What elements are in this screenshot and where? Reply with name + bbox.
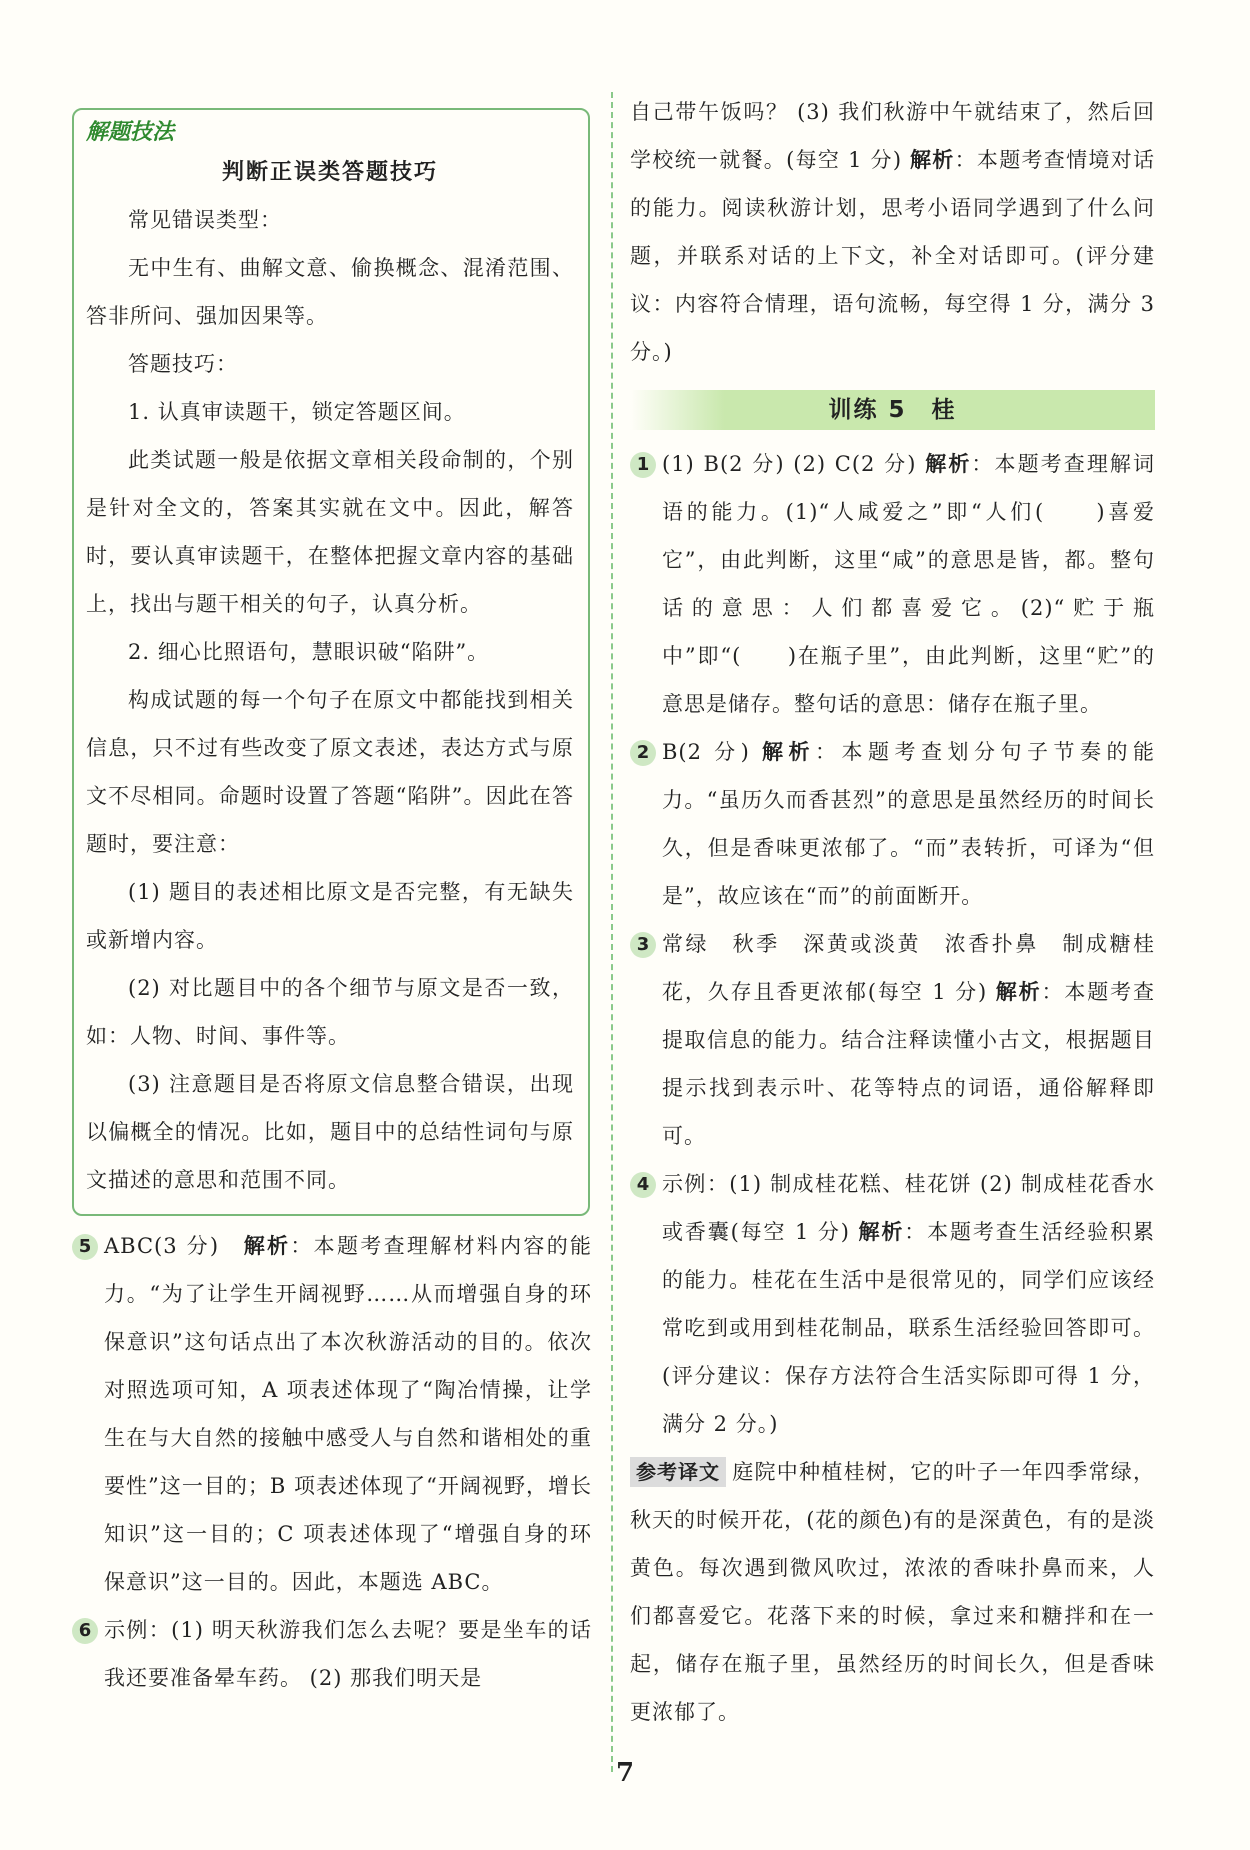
- continued-answer: [630, 88, 1155, 376]
- question-number-badge: 4: [630, 1172, 656, 1198]
- reference-text: 庭院中种植桂树，它的叶子一年四季常绿，秋天的时候开花，(花的颜色)有的是深黄色，有的是淡黄色。每次遇到微风吹过，浓浓的香味扑鼻而来，人们都喜爱它。花落下来的时候，拿过来和糖拌和在一起，储存在瓶子里，虽然经历的时间长久，但是香味更浓郁了。: [630, 1460, 1155, 1724]
- tips-paragraph: 答题技巧：: [128, 352, 238, 376]
- question-number-badge: 3: [630, 932, 656, 958]
- answer-text: B(2 分): [662, 740, 763, 764]
- column-divider: [611, 92, 613, 1772]
- analysis-text: ：本题考查理解词语的能力。(1)“人咸爱之”即“人们( )喜爱它”，由此判断，这里“咸”的意思是皆，都。整句话的意思：人们都喜爱它。(2)“贮于瓶中”即“( )在瓶子里”，由此判断，这里“贮”的意思是储存。整句话的意思：储存在瓶子里。: [662, 452, 1156, 716]
- reference-tag: 参考译文: [630, 1457, 726, 1487]
- question-5: [72, 1222, 592, 1606]
- tips-paragraph: 1. 认真审读题干，锁定答题区间。: [128, 400, 466, 424]
- answer-text: (1) B(2 分) (2) C(2 分): [662, 452, 926, 476]
- question-number-badge: 5: [72, 1234, 98, 1260]
- tips-paragraph: 构成试题的每一个句子在原文中都能找到相关信息，只不过有些改变了原文表述，表达方式与原文不尽相同。命题时设置了答题“陷阱”。因此在答题时，要注意：: [86, 688, 574, 856]
- answer-text: 示例：(1) 明天秋游我们怎么去呢？要是坐车的话我还要准备晕车药。 (2) 那我们明天是: [104, 1618, 592, 1690]
- analysis-label: 解析: [762, 740, 816, 764]
- analysis-text: ：本题考查提取信息的能力。结合注释读懂小古文，根据题目提示找到表示叶、花等特点的词语，通俗解释即可。: [662, 980, 1155, 1148]
- analysis-text: ：本题考查划分句子节奏的能力。“虽历久而香甚烈”的意思是虽然经历的时间长久，但是香味更浓郁了。“而”表转折，可译为“但是”，故应该在“而”的前面断开。: [662, 740, 1156, 908]
- section-title: 训练 5 桂: [630, 390, 1155, 430]
- analysis-label: 解析: [909, 148, 955, 172]
- tips-paragraph: 2. 细心比照语句，慧眼识破“陷阱”。: [128, 640, 490, 664]
- analysis-label: 解析: [243, 1234, 291, 1258]
- analysis-label: 解析: [858, 1220, 905, 1244]
- answer-text: 自己带午饭吗？ (3) 我们秋游中午就结束了，然后回学校统一就餐。(每空 1 分): [630, 100, 1155, 172]
- tips-paragraph: 无中生有、曲解文意、偷换概念、混淆范围、答非所问、强加因果等。: [86, 256, 574, 328]
- question-body: [104, 1222, 592, 1606]
- question-body: [662, 440, 1155, 728]
- question-6: [72, 1606, 592, 1702]
- answer-text: ABC(3 分): [104, 1234, 220, 1258]
- tips-title: 判断正误类答题技巧: [221, 160, 438, 185]
- question-2: [630, 728, 1155, 920]
- tips-paragraph: (1) 题目的表述相比原文是否完整，有无缺失或新增内容。: [86, 880, 574, 952]
- tips-paragraph: (2) 对比题目中的各个细节与原文是否一致，如：人物、时间、事件等。: [86, 976, 574, 1048]
- question-body: [662, 1160, 1155, 1448]
- tips-tag: 解题技法: [86, 120, 175, 145]
- analysis-label: 解析: [925, 452, 972, 476]
- question-number-badge: 1: [630, 452, 656, 478]
- right-column: [630, 88, 1155, 1736]
- answer-text: 示例：(1) 制成桂花糕、桂花饼 (2) 制成桂花香水或香囊(每空 1 分): [662, 1172, 1155, 1244]
- question-3: [630, 920, 1155, 1160]
- answer-text: 常绿 秋季 深黄或淡黄 浓香扑鼻 制成糖桂花，久存且香更浓郁(每空 1 分): [662, 932, 1155, 1004]
- analysis-text: ：本题考查生活经验积累的能力。桂花在生活中是很常见的，同学们应该经常吃到或用到桂花制品，联系生活经验回答即可。(评分建议：保存方法符合生活实际即可得 1 分，满分 2 分。): [662, 1220, 1156, 1436]
- analysis-label: 解析: [995, 980, 1042, 1004]
- question-number-badge: 2: [630, 740, 656, 766]
- analysis-text: ：本题考查理解材料内容的能力。“为了让学生开阔视野……从而增强自身的环保意识”这句话点出了本次秋游活动的目的。依次对照选项可知，A 项表述体现了“陶冶情操，让学生在与大自然的接触中感受人与自然和谐相处的重要性”这一目的；B 项表述体现了“开阔视野，增长知识”这一目的；C 项表述体现了“增强自身的环保意识”这一目的。因此，本题选 ABC。: [104, 1234, 593, 1594]
- tips-paragraph: (3) 注意题目是否将原文信息整合错误，出现以偏概全的情况。比如，题目中的总结性词句与原文描述的意思和范围不同。: [86, 1072, 574, 1192]
- question-number-badge: 6: [72, 1618, 98, 1644]
- tips-paragraph: 此类试题一般是依据文章相关段命制的，个别是针对全文的，答案其实就在文中。因此，解答时，要认真审读题干，在整体把握文章内容的基础上，找出与题干相关的句子，认真分析。: [86, 448, 574, 616]
- left-column: [72, 108, 592, 1702]
- tips-paragraph: 常见错误类型：: [128, 208, 282, 232]
- question-4: [630, 1160, 1155, 1448]
- tips-box: [72, 108, 590, 1216]
- analysis-text: ：本题考查情境对话的能力。阅读秋游计划，思考小语同学遇到了什么问题，并联系对话的上下文，补全对话即可。(评分建议：内容符合情理，语句流畅，每空得 1 分，满分 3 分。): [630, 148, 1155, 364]
- question-body: [662, 920, 1155, 1160]
- question-1: [630, 440, 1155, 728]
- question-body: [662, 728, 1155, 920]
- reference-translation: [630, 1448, 1155, 1736]
- question-body: [104, 1606, 592, 1702]
- page-number: 7: [615, 1758, 635, 1788]
